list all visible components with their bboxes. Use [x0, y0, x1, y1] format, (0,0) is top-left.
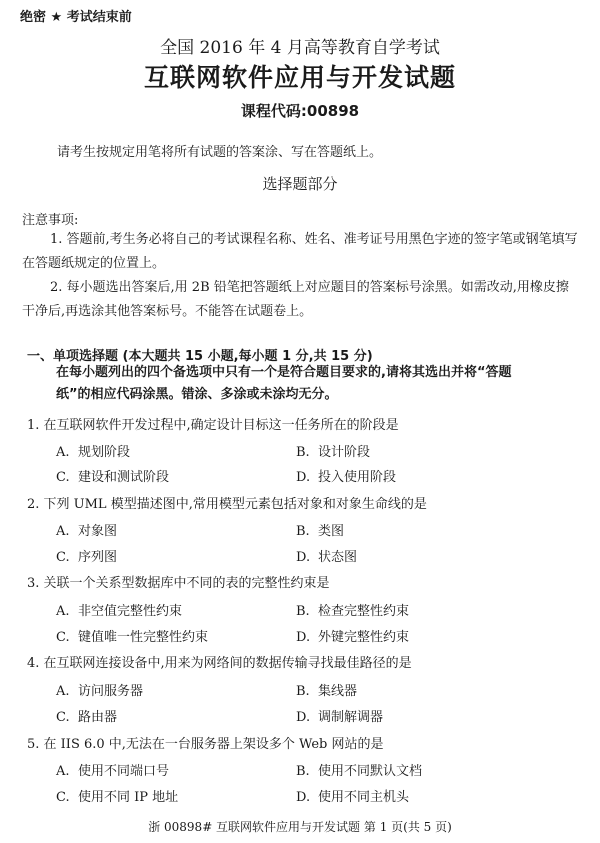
option-letter: C. [56, 710, 70, 725]
option-letter: D. [296, 790, 311, 805]
notice-heading: 注意事项: [22, 213, 79, 228]
section-title: 选择题部分 [262, 175, 338, 193]
option-b [296, 520, 344, 539]
option-letter: D. [296, 470, 311, 485]
course-code: 课程代码:00898 [240, 102, 360, 120]
confidential-label: 绝密 ★ 考试结束前 [20, 10, 132, 25]
option-letter: B. [296, 684, 310, 699]
paper-title: 互联网软件应用与开发试题 [143, 63, 456, 92]
option-c [56, 546, 117, 565]
option-letter: D. [296, 550, 311, 565]
option-c [56, 626, 208, 645]
option-text: 使用不同默认文档 [318, 764, 423, 779]
option-letter: C. [56, 790, 70, 805]
option-letter: A. [56, 604, 70, 619]
question-stem: 3. 关联一个关系型数据库中不同的表的完整性约束是 [27, 576, 330, 591]
option-a [56, 600, 182, 619]
option-text: 规划阶段 [78, 445, 131, 460]
option-b [296, 680, 357, 699]
option-text: 检查完整性约束 [318, 604, 410, 619]
page-footer: 浙 00898# 互联网软件应用与开发试题 第 1 页(共 5 页) [148, 820, 452, 834]
question-stem: 4. 在互联网连接设备中,用来为网络间的数据传输寻找最佳路径的是 [27, 656, 412, 671]
option-letter: C. [56, 550, 70, 565]
option-text: 建设和测试阶段 [78, 470, 170, 485]
option-d [296, 466, 396, 485]
option-text: 使用不同主机头 [318, 790, 410, 805]
option-letter: B. [296, 764, 310, 779]
option-letter: A. [56, 445, 70, 460]
question-stem: 5. 在 IIS 6.0 中,无法在一台服务器上架设多个 Web 网站的是 [27, 737, 384, 752]
option-text: 调制解调器 [318, 710, 384, 725]
option-letter: B. [296, 524, 310, 539]
option-letter: B. [296, 604, 310, 619]
option-d [296, 706, 383, 725]
notice-item: 1. 答题前,考生务必将自己的考试课程名称、姓名、准考证号用黑色字迹的签字笔或钢笔填写在答题纸规定的位置上。 [22, 232, 578, 271]
option-text: 对象图 [78, 524, 118, 539]
question-stem: 2. 下列 UML 模型描述图中,常用模型元素包括对象和对象生命线的是 [27, 497, 427, 512]
option-text: 外键完整性约束 [318, 630, 410, 645]
option-letter: C. [56, 470, 70, 485]
option-a [56, 760, 169, 779]
option-letter: C. [56, 630, 70, 645]
option-text: 设计阶段 [318, 445, 371, 460]
option-text: 非空值完整性约束 [78, 604, 183, 619]
option-letter: A. [56, 764, 70, 779]
option-text: 状态图 [318, 550, 358, 565]
option-letter: B. [296, 445, 310, 460]
option-d [296, 786, 409, 805]
option-letter: D. [296, 710, 311, 725]
option-b [296, 441, 370, 460]
option-text: 键值唯一性完整性约束 [78, 630, 209, 645]
option-c [56, 466, 169, 485]
option-c [56, 786, 178, 805]
option-letter: A. [56, 684, 70, 699]
option-c [56, 706, 117, 725]
option-d [296, 546, 357, 565]
option-a [56, 680, 143, 699]
general-instruction: 请考生按规定用笔将所有试题的答案涂、写在答题纸上。 [57, 145, 383, 160]
option-b [296, 600, 409, 619]
option-text: 序列图 [78, 550, 118, 565]
notice-item: 2. 每小题选出答案后,用 2B 铅笔把答题纸上对应题目的答案标号涂黑。如需改动,用橡皮擦干净后,再选涂其他答案标号。不能答在试题卷上。 [22, 280, 569, 319]
option-text: 集线器 [318, 684, 358, 699]
option-letter: A. [56, 524, 70, 539]
option-a [56, 441, 130, 460]
option-d [296, 626, 409, 645]
option-letter: D. [296, 630, 311, 645]
option-text: 投入使用阶段 [318, 470, 397, 485]
option-text: 访问服务器 [78, 684, 144, 699]
part-heading: 一、单项选择题 (本大题共 15 小题,每小题 1 分,共 15 分) [27, 349, 373, 364]
question-stem: 1. 在互联网软件开发过程中,确定设计目标这一任务所在的阶段是 [27, 418, 399, 433]
exam-title: 全国 2016 年 4 月高等教育自学考试 [160, 38, 440, 58]
option-text: 路由器 [78, 710, 118, 725]
option-text: 类图 [318, 524, 345, 539]
option-b [296, 760, 422, 779]
option-text: 使用不同端口号 [78, 764, 170, 779]
option-a [56, 520, 117, 539]
option-text: 使用不同 IP 地址 [78, 790, 179, 805]
part-description: 在每小题列出的四个备选项中只有一个是符合题目要求的,请将其选出并将“答题纸”的相应代码涂黑。错涂、多涂或未涂均无分。 [56, 365, 512, 402]
